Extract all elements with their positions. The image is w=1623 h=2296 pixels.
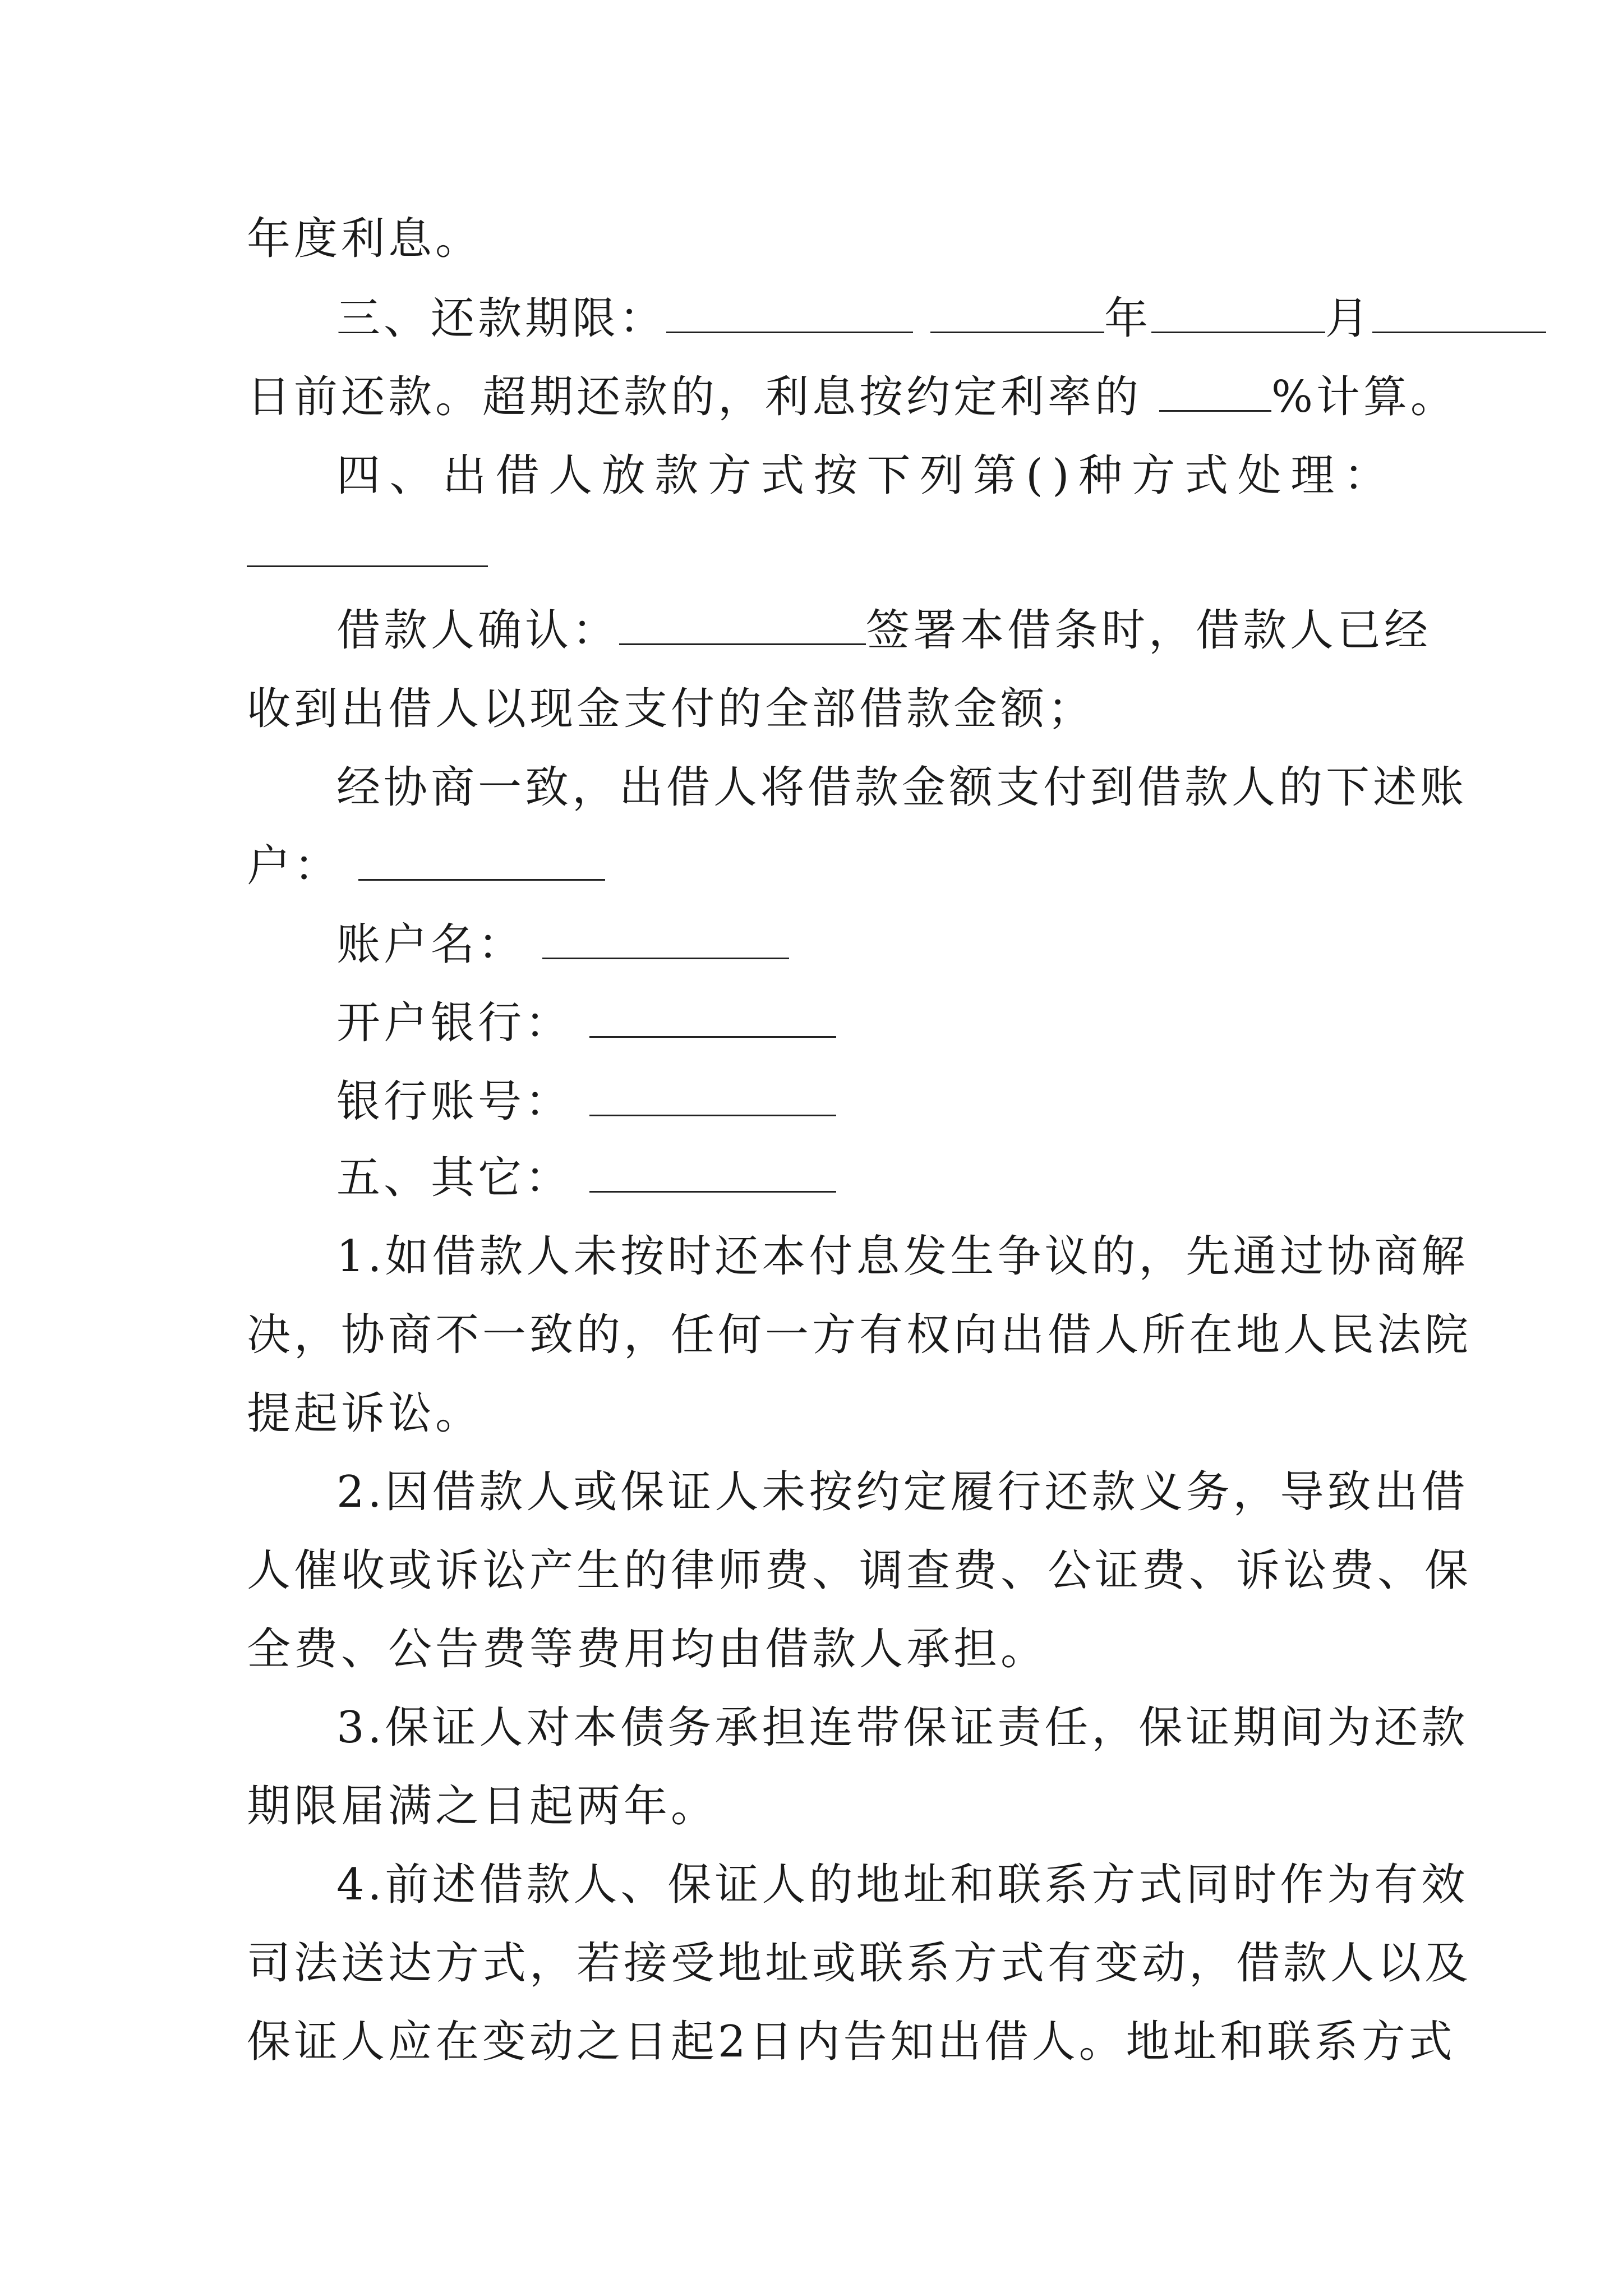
payment-method-line [336, 449, 1391, 503]
text-line: 年度利息。 [247, 214, 483, 264]
other-field[interactable] [589, 1152, 836, 1193]
char: 出 [442, 450, 490, 501]
bank-account-line [336, 1075, 1391, 1129]
account-name-field[interactable] [542, 918, 789, 959]
char: 、 [389, 450, 437, 501]
char: 四 [336, 450, 384, 501]
payment-method-blank[interactable] [247, 565, 488, 567]
char: 第 [972, 450, 1020, 501]
char: ) [1052, 450, 1073, 501]
overdue-interest-text: 日前还款。超期还款的，利息按约定利率的 [247, 372, 1142, 422]
char: 列 [920, 450, 967, 501]
repayment-term-label: 三、还款期限： [336, 293, 667, 344]
bank-account-label: 银行账号： [336, 1076, 573, 1127]
month-field[interactable] [1151, 292, 1325, 333]
other-label: 五、其它： [336, 1153, 573, 1203]
char: 式 [760, 450, 808, 501]
char: 人 [548, 450, 596, 501]
borrower-confirm-text: 签署本借条时，借款人已经 [866, 605, 1432, 656]
year-label: 年 [1104, 293, 1151, 344]
text-line: 收到出借人以现金支付的全部借款金额； [247, 684, 1095, 734]
account-name-label: 账户名： [336, 919, 525, 970]
repayment-term-line [336, 292, 1391, 346]
text-line: 期限届满之日起两年。 [247, 1781, 718, 1832]
char: 款 [654, 450, 702, 501]
text-line: 司法送达方式，若接受地址或联系方式有变动，借款人以及 [247, 1938, 1472, 1989]
text-line: 提起诉讼。 [247, 1388, 483, 1439]
char: 方 [707, 450, 755, 501]
text-line: 全费、公告费等费用均由借款人承担。 [247, 1624, 1048, 1674]
borrower-confirm-label: 借款人确认： [336, 605, 620, 656]
account-field[interactable] [358, 840, 605, 881]
char: 放 [601, 450, 649, 501]
account-line [247, 839, 1391, 893]
char: ( [1026, 450, 1046, 501]
char: 按 [813, 450, 861, 501]
account-name-line [336, 918, 1391, 972]
text-line: 1.如借款人未按时还本付息发生争议的，先通过协商解 [336, 1231, 1469, 1282]
day-field[interactable] [1372, 292, 1546, 333]
percent-label: %计算。 [1271, 372, 1458, 422]
blank-field[interactable] [666, 292, 913, 333]
overdue-interest-line [247, 370, 1458, 424]
text-line: 3.保证人对本债务承担连带保证责任，保证期间为还款 [336, 1703, 1469, 1753]
other-line [336, 1151, 1391, 1205]
text-line: 2.因借款人或保证人未按约定履行还款义务，导致出借 [336, 1467, 1469, 1517]
borrower-confirm-field[interactable] [619, 604, 866, 645]
text-line: 决，协商不一致的，任何一方有权向出借人所在地人民法院 [247, 1310, 1472, 1360]
bank-account-field[interactable] [589, 1075, 836, 1116]
char: 方 [1131, 450, 1179, 501]
char: 式 [1184, 450, 1232, 501]
char: 处 [1237, 450, 1285, 501]
char: 借 [495, 450, 543, 501]
year-field[interactable] [930, 292, 1104, 333]
bank-line [336, 996, 1391, 1050]
char: 理 [1290, 450, 1338, 501]
char: 下 [866, 450, 914, 501]
account-label: 户： [247, 841, 342, 891]
month-label: 月 [1325, 293, 1372, 344]
char: ： [1343, 450, 1391, 501]
bank-label: 开户银行： [336, 998, 573, 1048]
interest-rate-field[interactable] [1159, 371, 1271, 412]
char: 种 [1078, 450, 1126, 501]
text-line: 4.前述借款人、保证人的地址和联系方式同时作为有效 [336, 1860, 1469, 1910]
bank-field[interactable] [589, 997, 836, 1038]
borrower-confirm-line [336, 604, 1432, 657]
text-line: 保证人应在变动之日起2日内告知出借人。地址和联系方式 [247, 2017, 1456, 2067]
text-line: 人催收或诉讼产生的律师费、调查费、公证费、诉讼费、保 [247, 1545, 1472, 1596]
text-line: 经协商一致，出借人将借款金额支付到借款人的下述账 [336, 762, 1468, 813]
